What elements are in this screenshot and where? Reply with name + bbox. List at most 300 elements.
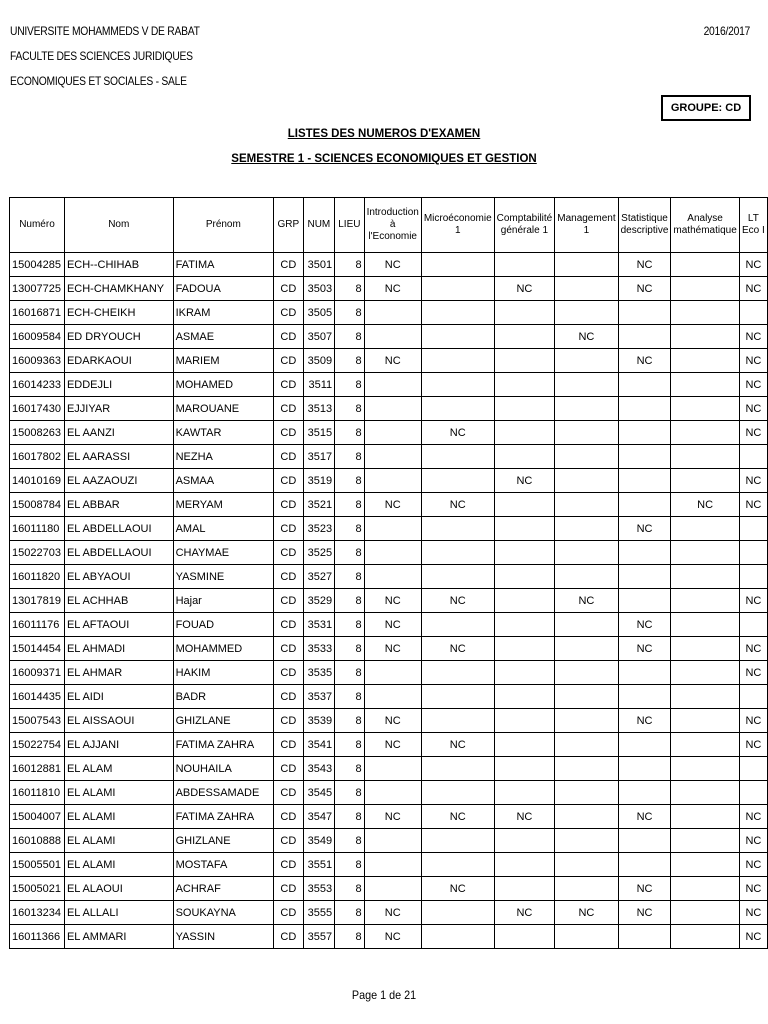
table-cell: NC	[739, 805, 767, 829]
table-cell: NC	[494, 277, 555, 301]
table-cell: NC	[618, 613, 671, 637]
table-cell	[494, 709, 555, 733]
table-cell	[671, 445, 739, 469]
table-cell: HAKIM	[173, 661, 274, 685]
table-cell	[364, 421, 421, 445]
table-cell: 15022754	[10, 733, 65, 757]
academic-year: 2016/2017	[703, 24, 750, 38]
table-cell	[421, 397, 494, 421]
table-cell: NC	[739, 877, 767, 901]
table-cell	[739, 517, 767, 541]
table-cell	[494, 445, 555, 469]
table-cell	[494, 541, 555, 565]
table-cell: NC	[364, 349, 421, 373]
table-cell: CD	[274, 901, 303, 925]
table-cell	[364, 517, 421, 541]
table-cell: NC	[364, 637, 421, 661]
table-cell	[494, 373, 555, 397]
table-cell: NC	[618, 877, 671, 901]
table-cell	[555, 349, 618, 373]
table-cell	[671, 925, 739, 949]
table-cell: YASMINE	[173, 565, 274, 589]
table-cell: NC	[618, 901, 671, 925]
table-cell: 16011366	[10, 925, 65, 949]
table-cell	[739, 781, 767, 805]
table-cell: 8	[335, 757, 364, 781]
table-cell	[618, 493, 671, 517]
table-cell: EL AANZI	[64, 421, 173, 445]
table-cell: 16011176	[10, 613, 65, 637]
table-cell	[494, 925, 555, 949]
table-cell	[555, 709, 618, 733]
column-header: Microéconomie 1	[421, 198, 494, 253]
table-cell: NC	[364, 613, 421, 637]
table-cell: 8	[335, 421, 364, 445]
table-cell	[421, 709, 494, 733]
table-cell: EL AFTAOUI	[64, 613, 173, 637]
table-cell	[618, 685, 671, 709]
table-row	[10, 781, 768, 805]
table-cell: ACHRAF	[173, 877, 274, 901]
table-cell: NC	[618, 805, 671, 829]
table-cell: EL ABDELLAOUI	[64, 541, 173, 565]
table-cell: 3527	[303, 565, 335, 589]
table-cell: CD	[274, 493, 303, 517]
table-row	[10, 757, 768, 781]
table-cell	[494, 349, 555, 373]
table-cell	[421, 277, 494, 301]
table-cell	[494, 421, 555, 445]
table-cell	[421, 445, 494, 469]
table-cell: ECH-CHAMKHANY	[64, 277, 173, 301]
table-cell: 8	[335, 733, 364, 757]
table-cell: FATIMA ZAHRA	[173, 805, 274, 829]
table-cell	[618, 373, 671, 397]
table-cell: 8	[335, 661, 364, 685]
table-cell: EDDEJLI	[64, 373, 173, 397]
table-cell: 13017819	[10, 589, 65, 613]
table-cell: NOUHAILA	[173, 757, 274, 781]
column-header: NUM	[303, 198, 335, 253]
table-cell: 3541	[303, 733, 335, 757]
column-header: Prénom	[173, 198, 274, 253]
table-row	[10, 253, 768, 277]
table-cell	[421, 613, 494, 637]
table-cell: CD	[274, 805, 303, 829]
table-cell: 16012881	[10, 757, 65, 781]
table-cell	[555, 493, 618, 517]
table-row	[10, 589, 768, 613]
table-cell	[618, 781, 671, 805]
table-row	[10, 493, 768, 517]
table-cell	[618, 325, 671, 349]
table-cell: NC	[618, 253, 671, 277]
table-cell	[494, 613, 555, 637]
table-cell: NC	[618, 637, 671, 661]
table-cell: ABDESSAMADE	[173, 781, 274, 805]
table-cell: 15005501	[10, 853, 65, 877]
table-cell: 15004007	[10, 805, 65, 829]
table-cell: MOHAMED	[173, 373, 274, 397]
table-cell	[421, 661, 494, 685]
table-cell: NC	[739, 853, 767, 877]
table-cell: EL ALAMI	[64, 805, 173, 829]
table-cell: CD	[274, 709, 303, 733]
table-cell: NC	[739, 325, 767, 349]
table-cell: 3519	[303, 469, 335, 493]
table-cell: EL ALAMI	[64, 781, 173, 805]
table-cell: CD	[274, 301, 303, 325]
table-cell: 3557	[303, 925, 335, 949]
table-cell: 8	[335, 277, 364, 301]
table-cell: 8	[335, 805, 364, 829]
table-cell: 15004285	[10, 253, 65, 277]
table-cell	[618, 589, 671, 613]
table-cell: NC	[618, 349, 671, 373]
table-cell: 8	[335, 445, 364, 469]
table-cell: NC	[421, 733, 494, 757]
table-cell	[739, 613, 767, 637]
column-header: Introduction à l'Economie	[364, 198, 421, 253]
column-header: Nom	[64, 198, 173, 253]
table-cell	[364, 829, 421, 853]
table-cell: CD	[274, 253, 303, 277]
table-cell	[739, 445, 767, 469]
table-cell: 3521	[303, 493, 335, 517]
table-row	[10, 277, 768, 301]
table-cell: BADR	[173, 685, 274, 709]
table-cell	[421, 781, 494, 805]
column-header: GRP	[274, 198, 303, 253]
table-cell	[671, 637, 739, 661]
table-cell	[494, 781, 555, 805]
table-cell: FATIMA ZAHRA	[173, 733, 274, 757]
table-cell: 8	[335, 565, 364, 589]
table-cell: 3535	[303, 661, 335, 685]
table-cell: NC	[618, 517, 671, 541]
table-cell: NC	[739, 589, 767, 613]
table-cell	[421, 301, 494, 325]
table-cell: NC	[739, 469, 767, 493]
table-row	[10, 325, 768, 349]
column-header: LIEU	[335, 198, 364, 253]
document-title: LISTES DES NUMEROS D'EXAMEN	[287, 128, 481, 140]
table-cell	[421, 925, 494, 949]
table-cell: NC	[421, 421, 494, 445]
table-cell: EL ABDELLAOUI	[64, 517, 173, 541]
table-cell	[671, 805, 739, 829]
table-cell: IKRAM	[173, 301, 274, 325]
table-cell	[555, 421, 618, 445]
table-cell: CD	[274, 517, 303, 541]
table-cell: NC	[739, 373, 767, 397]
table-cell: MARIEM	[173, 349, 274, 373]
table-cell	[671, 277, 739, 301]
table-cell	[555, 853, 618, 877]
table-cell	[494, 397, 555, 421]
table-row	[10, 349, 768, 373]
table-cell: 3507	[303, 325, 335, 349]
table-cell: CD	[274, 853, 303, 877]
table-row	[10, 301, 768, 325]
table-cell: ASMAA	[173, 469, 274, 493]
table-cell	[494, 661, 555, 685]
table-cell: NC	[618, 277, 671, 301]
table-cell	[364, 373, 421, 397]
table-cell: EL AHMADI	[64, 637, 173, 661]
table-row	[10, 517, 768, 541]
table-cell	[364, 301, 421, 325]
table-cell	[739, 757, 767, 781]
column-header: Management 1	[555, 198, 618, 253]
table-cell: AMAL	[173, 517, 274, 541]
table-cell	[364, 541, 421, 565]
table-cell	[555, 613, 618, 637]
table-cell: ECH-CHEIKH	[64, 301, 173, 325]
table-cell: NC	[618, 709, 671, 733]
table-cell	[364, 445, 421, 469]
table-cell	[421, 853, 494, 877]
table-cell	[555, 301, 618, 325]
table-cell: NC	[739, 709, 767, 733]
table-cell: NC	[364, 277, 421, 301]
table-cell	[671, 421, 739, 445]
table-cell: CD	[274, 589, 303, 613]
table-cell: NC	[555, 901, 618, 925]
column-header: Comptabilité générale 1	[494, 198, 555, 253]
table-cell	[671, 613, 739, 637]
table-cell: 16009371	[10, 661, 65, 685]
table-cell: 16017802	[10, 445, 65, 469]
table-cell	[555, 253, 618, 277]
table-cell: NC	[739, 253, 767, 277]
table-row	[10, 877, 768, 901]
table-cell: CD	[274, 325, 303, 349]
table-cell: 3515	[303, 421, 335, 445]
table-cell	[494, 565, 555, 589]
table-cell: 16011810	[10, 781, 65, 805]
table-cell: 3537	[303, 685, 335, 709]
table-cell: 8	[335, 253, 364, 277]
table-row	[10, 397, 768, 421]
column-header: Statistique descriptive	[618, 198, 671, 253]
table-cell: 16009363	[10, 349, 65, 373]
table-cell: CD	[274, 661, 303, 685]
table-cell: NC	[494, 901, 555, 925]
table-cell: NC	[739, 637, 767, 661]
table-cell: NC	[364, 589, 421, 613]
table-cell: EL AISSAOUI	[64, 709, 173, 733]
table-cell: 8	[335, 373, 364, 397]
faculty-name-line2: ECONOMIQUES ET SOCIALES - SALE	[10, 74, 187, 88]
table-cell	[671, 901, 739, 925]
table-cell	[421, 685, 494, 709]
table-cell: 3529	[303, 589, 335, 613]
table-cell	[421, 757, 494, 781]
table-cell: CD	[274, 757, 303, 781]
table-cell	[618, 853, 671, 877]
table-cell: CD	[274, 637, 303, 661]
table-cell: MOSTAFA	[173, 853, 274, 877]
table-cell: 8	[335, 781, 364, 805]
table-cell	[555, 445, 618, 469]
table-cell: 13007725	[10, 277, 65, 301]
table-cell: 14010169	[10, 469, 65, 493]
table-cell	[618, 829, 671, 853]
table-cell: CHAYMAE	[173, 541, 274, 565]
table-cell: CD	[274, 373, 303, 397]
table-cell: GHIZLANE	[173, 709, 274, 733]
table-cell	[555, 565, 618, 589]
table-cell: EL ALAMI	[64, 829, 173, 853]
table-cell	[618, 301, 671, 325]
table-cell: NC	[421, 589, 494, 613]
table-cell: 3547	[303, 805, 335, 829]
table-cell: 3517	[303, 445, 335, 469]
table-cell: 3525	[303, 541, 335, 565]
table-cell	[671, 661, 739, 685]
table-cell	[671, 685, 739, 709]
table-cell: 8	[335, 493, 364, 517]
table-cell: 3553	[303, 877, 335, 901]
table-cell: EL ALAMI	[64, 853, 173, 877]
column-header: LT Eco I	[739, 198, 767, 253]
table-cell	[671, 853, 739, 877]
table-cell	[739, 685, 767, 709]
page-number: Page 1 de 21	[351, 988, 417, 1002]
table-cell: FATIMA	[173, 253, 274, 277]
table-cell	[671, 325, 739, 349]
faculty-name: FACULTE DES SCIENCES JURIDIQUES	[10, 49, 193, 63]
table-cell	[494, 757, 555, 781]
table-cell	[494, 301, 555, 325]
table-cell: 3539	[303, 709, 335, 733]
table-cell	[671, 517, 739, 541]
table-row	[10, 901, 768, 925]
table-cell: 15008784	[10, 493, 65, 517]
table-cell	[364, 685, 421, 709]
table-cell: 15014454	[10, 637, 65, 661]
table-row	[10, 469, 768, 493]
table-cell: 8	[335, 901, 364, 925]
column-header: Numéro	[10, 198, 65, 253]
table-cell: EL ALLALI	[64, 901, 173, 925]
table-row	[10, 373, 768, 397]
table-cell: CD	[274, 541, 303, 565]
table-cell: EL ACHHAB	[64, 589, 173, 613]
table-cell: 16009584	[10, 325, 65, 349]
table-cell: 3501	[303, 253, 335, 277]
table-cell: NC	[364, 805, 421, 829]
table-row	[10, 541, 768, 565]
table-cell: 3549	[303, 829, 335, 853]
table-cell	[739, 301, 767, 325]
table-cell: NC	[364, 493, 421, 517]
table-cell	[364, 853, 421, 877]
table-cell: 8	[335, 325, 364, 349]
table-cell	[671, 397, 739, 421]
table-cell: 8	[335, 877, 364, 901]
table-cell	[494, 685, 555, 709]
table-row	[10, 565, 768, 589]
table-cell	[555, 733, 618, 757]
table-cell	[555, 781, 618, 805]
table-cell: 8	[335, 349, 364, 373]
table-cell	[555, 685, 618, 709]
table-cell: KAWTAR	[173, 421, 274, 445]
table-cell: EL AMMARI	[64, 925, 173, 949]
table-cell: 8	[335, 829, 364, 853]
table-cell	[671, 541, 739, 565]
table-cell: 8	[335, 637, 364, 661]
table-cell: NC	[739, 925, 767, 949]
table-cell: 3523	[303, 517, 335, 541]
table-cell: EDARKAOUI	[64, 349, 173, 373]
table-cell	[555, 373, 618, 397]
table-cell: NC	[739, 277, 767, 301]
table-cell: 8	[335, 517, 364, 541]
table-cell: MAROUANE	[173, 397, 274, 421]
table-cell	[555, 757, 618, 781]
table-cell: 8	[335, 397, 364, 421]
table-cell: 8	[335, 613, 364, 637]
table-cell: NC	[739, 421, 767, 445]
table-cell: 3551	[303, 853, 335, 877]
table-cell: EL AAZAOUZI	[64, 469, 173, 493]
table-cell	[555, 805, 618, 829]
table-row	[10, 829, 768, 853]
table-cell: EL AHMAR	[64, 661, 173, 685]
table-cell: CD	[274, 565, 303, 589]
table-cell	[494, 733, 555, 757]
table-cell: 8	[335, 541, 364, 565]
table-cell: 3533	[303, 637, 335, 661]
table-cell: EL ALAM	[64, 757, 173, 781]
table-cell: MERYAM	[173, 493, 274, 517]
table-cell	[618, 565, 671, 589]
table-cell: ASMAE	[173, 325, 274, 349]
table-cell	[555, 517, 618, 541]
table-cell	[555, 469, 618, 493]
table-cell: NC	[421, 637, 494, 661]
table-cell: 8	[335, 925, 364, 949]
table-cell: CD	[274, 613, 303, 637]
table-cell	[671, 565, 739, 589]
table-cell	[618, 421, 671, 445]
table-cell: CD	[274, 925, 303, 949]
table-cell: 3531	[303, 613, 335, 637]
table-cell	[555, 925, 618, 949]
table-cell: 3545	[303, 781, 335, 805]
table-cell: 15007543	[10, 709, 65, 733]
table-cell: NEZHA	[173, 445, 274, 469]
table-cell: CD	[274, 397, 303, 421]
table-cell	[618, 541, 671, 565]
table-cell: NC	[494, 469, 555, 493]
table-cell: CD	[274, 685, 303, 709]
table-cell: 3513	[303, 397, 335, 421]
table-cell	[494, 325, 555, 349]
table-cell: NC	[739, 901, 767, 925]
table-cell: NC	[739, 661, 767, 685]
table-cell: 16013234	[10, 901, 65, 925]
table-cell	[618, 733, 671, 757]
table-cell: 8	[335, 685, 364, 709]
table-cell	[671, 733, 739, 757]
table-cell: GHIZLANE	[173, 829, 274, 853]
table-cell	[421, 349, 494, 373]
table-cell	[555, 661, 618, 685]
